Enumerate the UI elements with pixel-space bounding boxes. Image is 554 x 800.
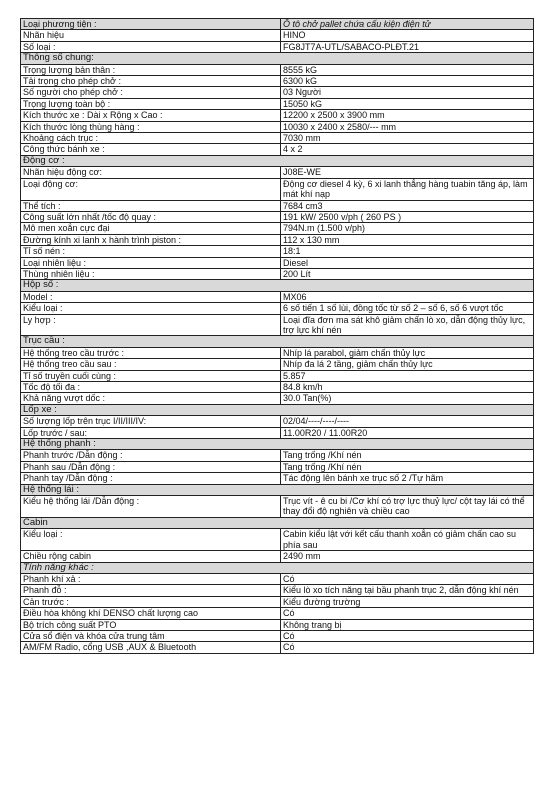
spec-row xyxy=(21,234,534,245)
spec-value: 7684 cm3 xyxy=(281,200,534,211)
spec-label: Thùng nhiên liệu : xyxy=(21,268,281,279)
spec-label: Cửa sổ điện và khóa cửa trung tâm xyxy=(21,630,281,641)
spec-row xyxy=(21,121,534,132)
spec-label: Trọng lượng bản thân : xyxy=(21,64,281,75)
spec-row xyxy=(21,144,534,155)
spec-row xyxy=(21,200,534,211)
vehicle-type-row xyxy=(21,19,534,30)
spec-row xyxy=(21,291,534,302)
spec-row xyxy=(21,461,534,472)
spec-value: Không trang bị xyxy=(281,619,534,630)
spec-label: Số lượng lốp trên trục I/II/III/IV: xyxy=(21,416,281,427)
spec-row xyxy=(21,496,534,518)
spec-value: 11.00R20 / 11.00R20 xyxy=(281,427,534,438)
section-header xyxy=(21,336,534,347)
spec-label: Mô men xoắn cực đại xyxy=(21,223,281,234)
spec-label: Ly hợp : xyxy=(21,314,281,336)
spec-value: Tang trống /Khí nén xyxy=(281,450,534,461)
spec-value: Có xyxy=(281,630,534,641)
spec-label: Công suất lớn nhất /tốc độ quay : xyxy=(21,211,281,222)
spec-row xyxy=(21,110,534,121)
spec-row xyxy=(21,41,534,52)
spec-row xyxy=(21,167,534,178)
spec-value: 18:1 xyxy=(281,246,534,257)
spec-value: Có xyxy=(281,608,534,619)
section-header xyxy=(21,517,534,528)
spec-row xyxy=(21,608,534,619)
spec-value: MX06 xyxy=(281,291,534,302)
spec-value: 6300 kG xyxy=(281,76,534,87)
spec-label: Lốp trước / sau: xyxy=(21,427,281,438)
spec-value: Kiểu đường trường xyxy=(281,596,534,607)
spec-label: Model : xyxy=(21,291,281,302)
spec-row xyxy=(21,573,534,584)
spec-value: Diesel xyxy=(281,257,534,268)
spec-label: Kiểu hệ thống lái /Dẫn động : xyxy=(21,496,281,518)
spec-value: HINO xyxy=(281,30,534,41)
spec-label: Kích thước lòng thùng hàng : xyxy=(21,121,281,132)
spec-value: Có xyxy=(281,642,534,653)
spec-value: 2490 mm xyxy=(281,551,534,562)
spec-row xyxy=(21,87,534,98)
spec-value: 10030 x 2400 x 2580/--- mm xyxy=(281,121,534,132)
spec-label: Nhãn hiệu động cơ: xyxy=(21,167,281,178)
section-title: Thông số chung: xyxy=(21,53,534,64)
spec-label: Trọng lượng toàn bộ : xyxy=(21,98,281,109)
spec-value: Nhíp đa lá 2 tầng, giảm chấn thủy lực xyxy=(281,359,534,370)
spec-row xyxy=(21,596,534,607)
spec-label: Nhãn hiệu xyxy=(21,30,281,41)
section-header xyxy=(21,484,534,495)
spec-label: Cản trước : xyxy=(21,596,281,607)
spec-value: FG8JT7A-UTL/SABACO-PLĐT.21 xyxy=(281,41,534,52)
spec-label: Số người cho phép chở : xyxy=(21,87,281,98)
spec-label: Tỉ số truyền cuối cùng : xyxy=(21,370,281,381)
spec-value: Tác động lên bánh xe trục số 2 /Tự hãm xyxy=(281,473,534,484)
spec-label: Thể tích : xyxy=(21,200,281,211)
spec-value: J08E-WE xyxy=(281,167,534,178)
section-title: Tính năng khác : xyxy=(21,562,534,573)
spec-label: Bộ trích công suất PTO xyxy=(21,619,281,630)
section-title: Hệ thống lái : xyxy=(21,484,534,495)
spec-value: 02/04/----/----/---- xyxy=(281,416,534,427)
spec-label: Loại động cơ: xyxy=(21,178,281,200)
spec-row xyxy=(21,630,534,641)
spec-row xyxy=(21,382,534,393)
spec-row xyxy=(21,359,534,370)
spec-row xyxy=(21,98,534,109)
spec-value: Trục vít - ê cu bi /Cơ khí có trợ lực thuỷ lực/ cột tay lái có thể thay đổi độ nghiên và chiều cao xyxy=(281,496,534,518)
section-title: Lốp xe : xyxy=(21,404,534,415)
spec-row xyxy=(21,619,534,630)
spec-value: Động cơ diesel 4 kỳ, 6 xi lanh thẳng hàng tuabin tăng áp, làm mát khí nạp xyxy=(281,178,534,200)
spec-label: Tải trọng cho phép chở : xyxy=(21,76,281,87)
section-title: Cabin xyxy=(21,517,534,528)
spec-row xyxy=(21,347,534,358)
spec-value: 30.0 Tan(%) xyxy=(281,393,534,404)
spec-row xyxy=(21,450,534,461)
spec-value: 7030 mm xyxy=(281,133,534,144)
spec-row xyxy=(21,473,534,484)
spec-value: Nhíp lá parabol, giảm chấn thủy lực xyxy=(281,347,534,358)
spec-label: Loại nhiên liệu : xyxy=(21,257,281,268)
section-header xyxy=(21,439,534,450)
spec-row xyxy=(21,64,534,75)
spec-label: Công thức bánh xe : xyxy=(21,144,281,155)
spec-value: 5.857 xyxy=(281,370,534,381)
spec-value: 794N.m (1.500 v/ph) xyxy=(281,223,534,234)
spec-value: 4 x 2 xyxy=(281,144,534,155)
spec-label: Khoảng cách trục : xyxy=(21,133,281,144)
spec-row xyxy=(21,642,534,653)
spec-value: 191 kW/ 2500 v/ph ( 260 PS ) xyxy=(281,211,534,222)
spec-row xyxy=(21,303,534,314)
spec-row xyxy=(21,246,534,257)
section-header xyxy=(21,155,534,166)
spec-row xyxy=(21,529,534,551)
spec-label: Hệ thống treo cầu sau : xyxy=(21,359,281,370)
spec-sheet xyxy=(20,18,533,654)
spec-label: Kiểu loại : xyxy=(21,529,281,551)
spec-value: 112 x 130 mm xyxy=(281,234,534,245)
vehicle-type-value: Ô tô chở pallet chứa cấu kiện điện tử xyxy=(281,19,534,30)
spec-label: Tốc độ tối đa : xyxy=(21,382,281,393)
spec-value: 6 số tiến 1 số lùi, đồng tốc từ số 2 – số 6, số 6 vượt tốc xyxy=(281,303,534,314)
spec-row xyxy=(21,223,534,234)
spec-row xyxy=(21,551,534,562)
spec-row xyxy=(21,178,534,200)
section-header xyxy=(21,280,534,291)
spec-label: Hệ thống treo cầu trước : xyxy=(21,347,281,358)
spec-value: 84.8 km/h xyxy=(281,382,534,393)
spec-label: Phanh đỗ : xyxy=(21,585,281,596)
spec-value: 8555 kG xyxy=(281,64,534,75)
spec-value: Loại đĩa đơn ma sát khô giảm chấn lò xo, dẫn động thủy lực, trợ lực khí nén xyxy=(281,314,534,336)
section-header xyxy=(21,53,534,64)
vehicle-type-label: Loại phương tiện : xyxy=(21,19,281,30)
spec-value: 200 Lít xyxy=(281,268,534,279)
spec-label: Kiểu loại : xyxy=(21,303,281,314)
spec-row xyxy=(21,76,534,87)
section-header xyxy=(21,562,534,573)
spec-table xyxy=(20,18,534,654)
section-header xyxy=(21,404,534,415)
section-title: Động cơ : xyxy=(21,155,534,166)
spec-value: Cabin kiểu lật với kết cấu thanh xoắn có giảm chấn cao su phía sau xyxy=(281,529,534,551)
spec-label: AM/FM Radio, cổng USB ,AUX & Bluetooth xyxy=(21,642,281,653)
spec-row xyxy=(21,30,534,41)
spec-row xyxy=(21,585,534,596)
spec-value: Kiểu lò xo tích năng tại bầu phanh trục 2, dẫn động khí nén xyxy=(281,585,534,596)
spec-row xyxy=(21,370,534,381)
spec-row xyxy=(21,393,534,404)
spec-row xyxy=(21,133,534,144)
spec-row xyxy=(21,268,534,279)
section-title: Hộp số : xyxy=(21,280,534,291)
spec-value: 12200 x 2500 x 3900 mm xyxy=(281,110,534,121)
spec-label: Tỉ số nén : xyxy=(21,246,281,257)
section-title: Hệ thống phanh : xyxy=(21,439,534,450)
spec-label: Phanh sau /Dẫn động : xyxy=(21,461,281,472)
spec-label: Số loại : xyxy=(21,41,281,52)
spec-label: Phanh tay /Dẫn động : xyxy=(21,473,281,484)
spec-row xyxy=(21,314,534,336)
spec-label: Phanh trước /Dẫn động : xyxy=(21,450,281,461)
spec-row xyxy=(21,416,534,427)
spec-label: Chiều rộng cabin xyxy=(21,551,281,562)
spec-row xyxy=(21,427,534,438)
spec-row xyxy=(21,211,534,222)
spec-label: Phanh khí xả : xyxy=(21,573,281,584)
spec-value: Tang trống /Khí nén xyxy=(281,461,534,472)
spec-label: Đường kính xi lanh x hành trình piston : xyxy=(21,234,281,245)
spec-value: Có xyxy=(281,573,534,584)
spec-row xyxy=(21,257,534,268)
spec-label: Kích thước xe : Dài x Rộng x Cao : xyxy=(21,110,281,121)
spec-label: Khả năng vượt dốc : xyxy=(21,393,281,404)
spec-value: 03 Người xyxy=(281,87,534,98)
section-title: Trục cầu : xyxy=(21,336,534,347)
spec-value: 15050 kG xyxy=(281,98,534,109)
spec-label: Điều hòa không khí DENSO chất lượng cao xyxy=(21,608,281,619)
